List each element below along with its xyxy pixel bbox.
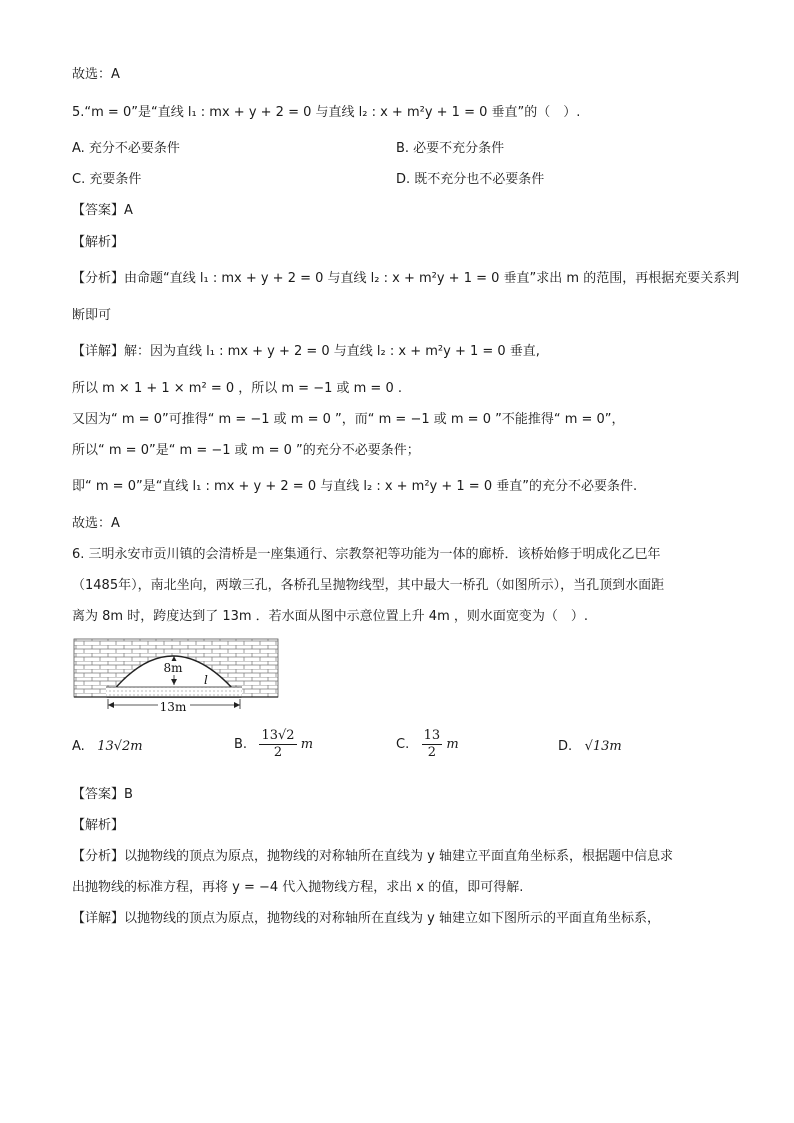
height-label: 8m — [163, 661, 183, 675]
q6-option-b-fraction: $\frac{13√2}{2}$ — [261, 728, 295, 760]
water-line-label: l — [204, 673, 208, 687]
q6-option-b: B. $\frac{13√2}{2}$ m — [234, 728, 314, 760]
q6-answer: 【答案】B — [72, 787, 133, 802]
q5-analysis-line: 断即可 — [72, 308, 112, 323]
q5-option-a: A. 充分不必要条件 — [72, 141, 180, 156]
q5-detail-line: 又因为“ m = 0”可推得“ m = −1 或 m = 0 ”，而“ m = −1 或 m = 0 ”不能推得“ m = 0”， — [72, 412, 625, 427]
q5-detail-line: 所以 m × 1 + 1 × m² = 0 ，所以 m = −1 或 m = 0 . — [72, 381, 402, 396]
q6-analysis-line: 出抛物线的标准方程，再将 y = −4 代入抛物线方程，求出 x 的值，即可得解. — [72, 880, 524, 895]
water-surface — [106, 687, 242, 697]
q5-detail-line: 所以“ m = 0”是“ m = −1 或 m = 0 ”的充分不必要条件； — [72, 443, 420, 458]
q6-detail-line: 【详解】以抛物线的顶点为原点，抛物线的对称轴所在直线为 y 轴建立如下图所示的平面直角坐标系， — [72, 911, 660, 926]
q6-option-c-fraction: $\frac{13}{2}$ — [423, 728, 441, 760]
q6-option-c: C. $\frac{13}{2}$ m — [396, 728, 459, 760]
q6-option-a-value: 13√2m — [97, 739, 143, 754]
text-line: 故选：A — [72, 67, 120, 82]
span-label: 13m — [159, 700, 187, 714]
q5-option-b: B. 必要不充分条件 — [396, 141, 505, 156]
q6-option-d-value: √13m — [584, 739, 622, 754]
q5-analysis-heading: 【解析】 — [72, 235, 125, 250]
q6-option-a: A. 13√2m — [72, 739, 143, 754]
question-6-stem: 离为 8m 时，跨度达到了 13m ．若水面从图中示意位置上升 4m ，则水面宽变为（ ）. — [72, 609, 589, 624]
q6-analysis-line: 【分析】以抛物线的顶点为原点，抛物线的对称轴所在直线为 y 轴建立平面直角坐标系，根据题中信息求 — [72, 849, 673, 864]
q6-analysis-heading: 【解析】 — [72, 818, 125, 833]
bridge-arch-figure — [72, 637, 282, 717]
q5-option-d: D. 既不充分也不必要条件 — [396, 172, 545, 187]
question-6-stem: （1485年），南北坐向，两墩三孔，各桥孔呈抛物线型，其中最大一桥孔（如图所示），当孔顶到水面距 — [72, 578, 665, 593]
q6-option-d: D. √13m — [558, 739, 622, 754]
q5-detail-line: 【详解】解：因为直线 l₁ : mx + y + 2 = 0 与直线 l₂ : x + m²y + 1 = 0 垂直, — [72, 344, 540, 359]
q5-answer: 【答案】A — [72, 203, 133, 218]
question-5-stem: 5.“m = 0”是“直线 l₁ : mx + y + 2 = 0 与直线 l₂ : x + m²y + 1 = 0 垂直”的（ ）. — [72, 105, 581, 120]
q5-detail-line: 即“ m = 0”是“直线 l₁ : mx + y + 2 = 0 与直线 l₂ : x + m²y + 1 = 0 垂直”的充分不必要条件. — [72, 479, 638, 494]
q5-analysis-line: 【分析】由命题“直线 l₁ : mx + y + 2 = 0 与直线 l₂ : x + m²y + 1 = 0 垂直”求出 m 的范围，再根据充要关系判 — [72, 271, 740, 286]
q5-conclusion: 故选：A — [72, 516, 120, 531]
q5-option-c: C. 充要条件 — [72, 172, 142, 187]
question-6-stem: 6. 三明永安市贡川镇的会清桥是一座集通行、宗教祭祀等功能为一体的廊桥．该桥始修于明成化乙巳年 — [72, 547, 661, 562]
